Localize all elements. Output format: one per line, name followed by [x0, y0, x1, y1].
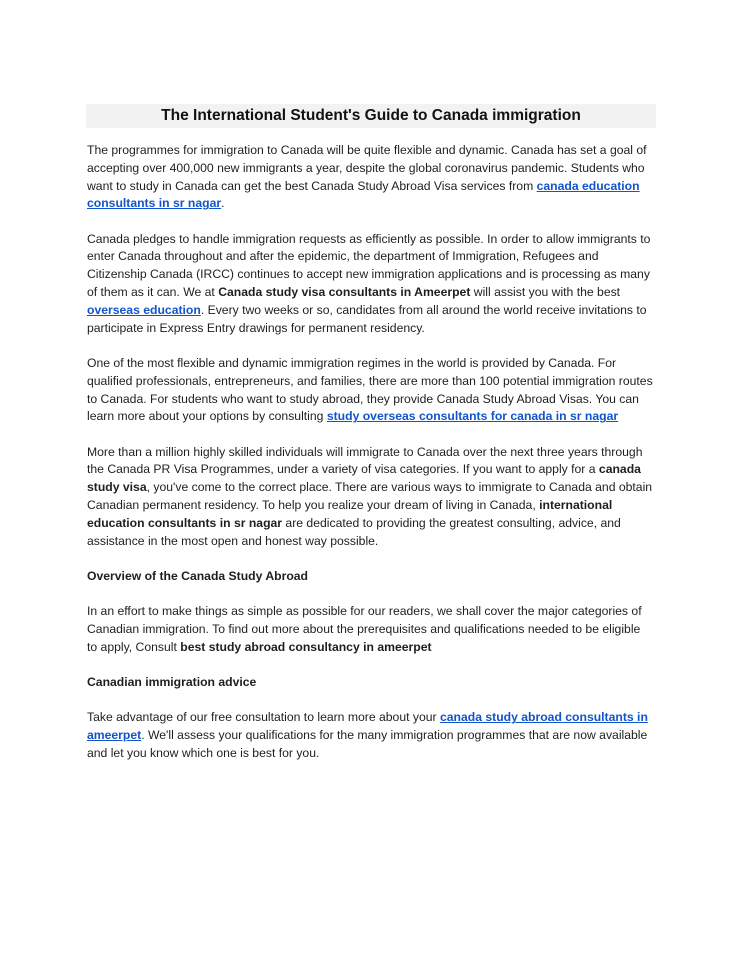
paragraph-text: One of the most flexible and dynamic immigration regimes in the world is provided by Canada. For qualified professionals, entrepreneurs, and families, there are more than 100 potential immigration routes to Canada. For students who want to study abroad, they provide Canada Study Abroad Visas. You can learn more about your options by consulting	[87, 355, 653, 424]
link-overseas-education[interactable]: overseas education	[87, 302, 201, 317]
section-heading-advice: Canadian immigration advice	[87, 675, 257, 690]
page-title: The International Student's Guide to Canada immigration	[161, 107, 581, 124]
paragraph-text: .	[221, 196, 225, 211]
document-body	[87, 142, 653, 780]
paragraph-immigration-requests	[87, 231, 653, 338]
paragraph-text: , you've come to the correct place. There are various ways to immigrate to Canada and obtain Canadian permanent residency. To help you realize your dream of living in Canada,	[87, 480, 653, 513]
link-canada-education-consultants[interactable]: canada education consultants in sr nagar	[87, 178, 640, 211]
paragraph-intro	[87, 142, 653, 213]
paragraph-text: are dedicated to providing the greatest consulting, advice, and assistance in the most open and honest way possible.	[87, 515, 621, 548]
paragraph-text: In an effort to make things as simple as possible for our readers, we shall cover the major categories of Canadian immigration. To find out more about the prerequisites and qualifications needed to be eligible to apply, Consult	[87, 604, 642, 654]
paragraph-overview	[87, 603, 653, 656]
title-bar	[86, 104, 656, 128]
paragraph-text: More than a million highly skilled individuals will immigrate to Canada over the next three years through the Canada PR Visa Programmes, under a variety of visa categories. If you want to apply for a	[87, 444, 643, 477]
link-canada-study-abroad-consultants[interactable]: canada study abroad consultants in ameerpet	[87, 710, 648, 743]
paragraph-advice	[87, 709, 653, 762]
bold-phrase: Canada study visa consultants in Ameerpet	[218, 285, 471, 300]
section-heading-overview: Overview of the Canada Study Abroad	[87, 568, 308, 583]
paragraph-text: Take advantage of our free consultation to learn more about your	[87, 710, 440, 725]
link-study-overseas-consultants[interactable]: study overseas consultants for canada in sr nagar	[326, 409, 619, 424]
paragraph-skilled-individuals	[87, 444, 653, 551]
paragraph-text: . We'll assess your qualifications for the many immigration programmes that are now available and let you know which one is best for you.	[87, 728, 648, 761]
bold-phrase: best study abroad consultancy in ameerpet	[180, 639, 432, 654]
paragraph-immigration-regimes	[87, 355, 653, 426]
paragraph-text: will assist you with the best	[470, 285, 621, 300]
bold-phrase: canada study visa	[87, 462, 641, 495]
bold-phrase: international education consultants in sr nagar	[87, 498, 613, 530]
paragraph-text: . Every two weeks or so, candidates from all around the world receive invitations to participate in Express Entry drawings for permanent residency.	[87, 302, 647, 335]
paragraph-text: Canada pledges to handle immigration requests as efficiently as possible. In order to allow immigrants to enter Canada throughout and after the epidemic, the department of Immigration, Refugees and Citizenship Canada (IRCC) continues to accept new immigration applications and is processing as many of them as it can. We at	[87, 231, 651, 300]
paragraph-text: The programmes for immigration to Canada will be quite flexible and dynamic. Canada has set a goal of accepting over 400,000 new immigrants a year, despite the global coronavirus pandemic. Students who want to study in Canada can get the best Canada Study Abroad Visa services from	[87, 143, 647, 193]
